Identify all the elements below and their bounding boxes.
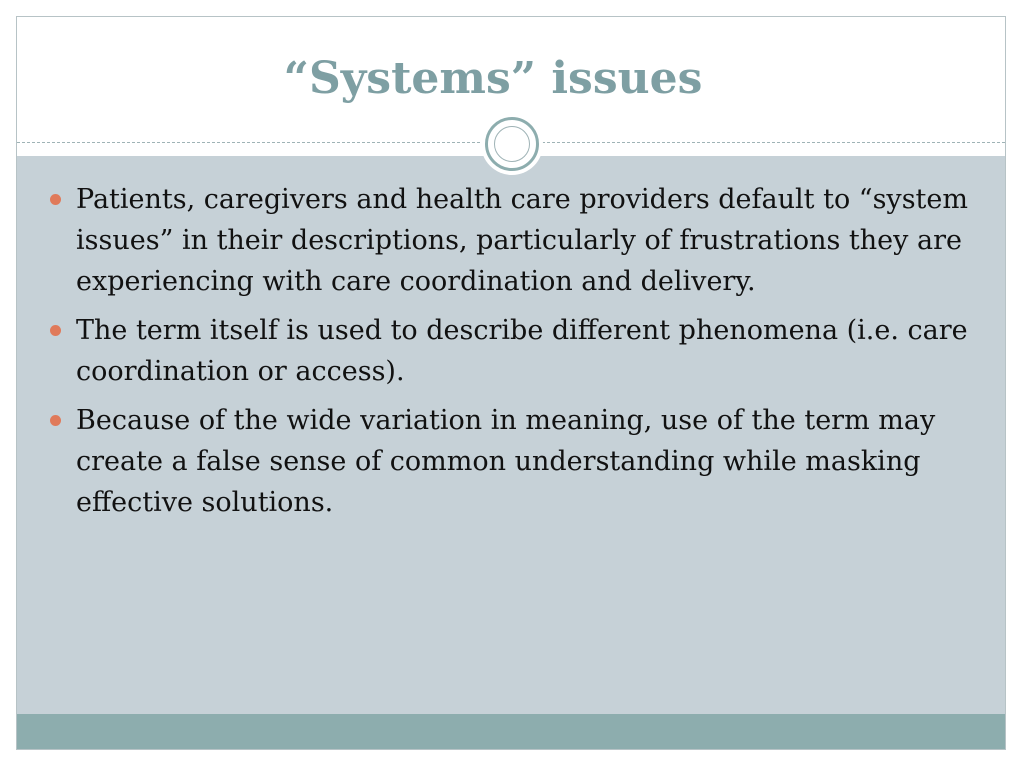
slide-title: “Systems” issues bbox=[283, 53, 703, 104]
bullet-text: The term itself is used to describe different phenomena (i.e. care coordination or access). bbox=[76, 315, 968, 387]
circle-inner bbox=[494, 126, 530, 162]
bullet-marker-icon bbox=[50, 194, 61, 205]
slide bbox=[16, 16, 1006, 750]
bullet-item bbox=[47, 179, 977, 302]
bullet-list bbox=[47, 179, 977, 531]
decorative-circle-icon bbox=[481, 113, 543, 175]
bullet-marker-icon bbox=[50, 325, 61, 336]
bullet-marker-icon bbox=[50, 415, 61, 426]
circle-ring bbox=[485, 117, 539, 171]
bullet-item bbox=[47, 310, 977, 392]
bullet-item bbox=[47, 400, 977, 523]
bullet-text: Because of the wide variation in meaning, use of the term may create a false sense of common understanding while masking effective solutions. bbox=[76, 405, 936, 518]
footer-band bbox=[17, 714, 1005, 749]
bullet-text: Patients, caregivers and health care providers default to “system issues” in their descriptions, particularly of frustrations they are experiencing with care coordination and delivery. bbox=[76, 184, 968, 297]
